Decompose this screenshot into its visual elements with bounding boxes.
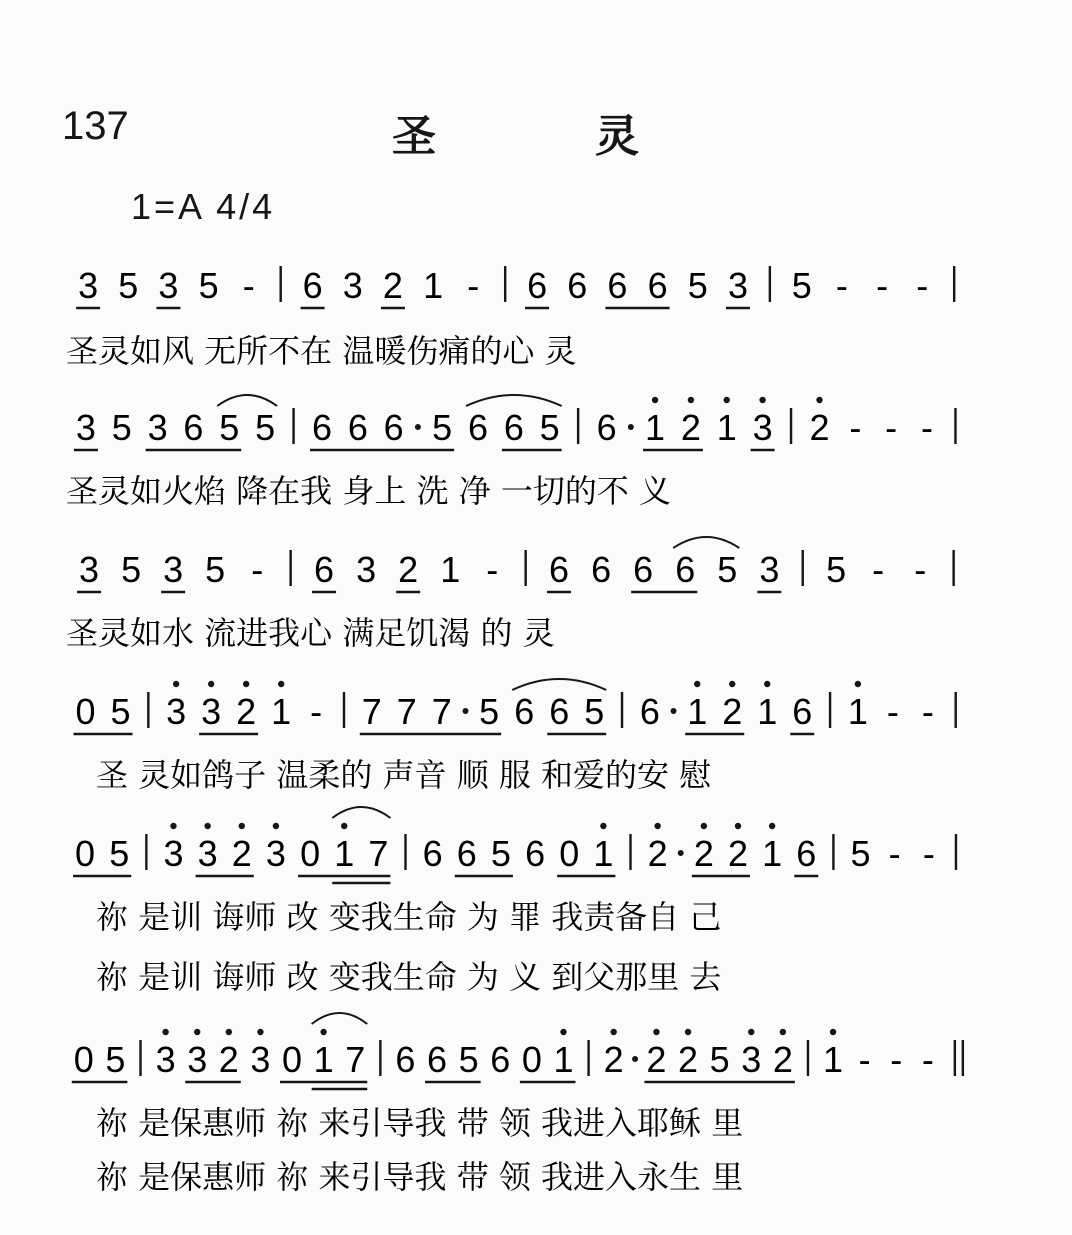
note-digit: 1: [271, 691, 292, 732]
slur-arc: [512, 679, 606, 690]
octave-dot: [759, 397, 765, 403]
note-digit: 5: [110, 691, 131, 732]
octave-dot: [729, 681, 735, 687]
octave-dot: [652, 397, 658, 403]
octave-dot: [257, 1029, 263, 1035]
note-digit: 6: [395, 1039, 416, 1080]
note-digit: 6: [427, 1039, 448, 1080]
note-digit: 2: [646, 1039, 667, 1080]
note-digit: 3: [75, 407, 96, 448]
note-digit: 7: [431, 691, 452, 732]
octave-dot: [600, 823, 606, 829]
note-digit: 3: [741, 1039, 762, 1080]
note-digit: 0: [521, 1039, 542, 1080]
lyric-line: 圣灵如水 流进我心 满足饥渴 的 灵: [66, 614, 555, 652]
note-digit: 5: [584, 691, 605, 732]
note-digit: 6: [302, 265, 323, 306]
slur-arc: [217, 395, 277, 406]
note-digit: 2: [809, 407, 830, 448]
note-digit: 1: [716, 407, 737, 448]
note-digit: 2: [727, 833, 748, 874]
dash-note: -: [849, 407, 862, 448]
note-digit: 3: [197, 833, 218, 874]
lyric-line: 祢 是训 诲师 改 变我生命 为 义 到父那里 去: [96, 958, 722, 996]
note-digit: 2: [398, 549, 419, 590]
octave-dot: [780, 1029, 786, 1035]
octave-dot: [320, 1029, 326, 1035]
dash-note: -: [251, 549, 264, 590]
octave-dot: [208, 681, 214, 687]
note-digit: 2: [772, 1039, 793, 1080]
note-digit: 3: [163, 833, 184, 874]
note-digit: 3: [752, 407, 773, 448]
note-digit: 6: [567, 265, 588, 306]
note-digit: 6: [311, 407, 333, 448]
note-digit: 1: [687, 691, 708, 732]
note-digit: 5: [255, 407, 276, 448]
note-digit: 6: [596, 407, 617, 448]
note-digit: 2: [218, 1039, 239, 1080]
note-digit: 5: [539, 407, 560, 448]
note-digit: 0: [75, 691, 96, 732]
note-digit: 6: [383, 407, 404, 448]
note-digit: 5: [121, 549, 142, 590]
note-digit: 2: [722, 691, 743, 732]
octave-dot: [653, 1029, 659, 1035]
dash-note: -: [242, 265, 255, 306]
octave-dot: [816, 397, 822, 403]
note-digit: 5: [687, 265, 708, 306]
octave-dot: [701, 823, 707, 829]
note-digit: 2: [603, 1039, 624, 1080]
dash-note: -: [921, 407, 934, 448]
note-digit: 2: [693, 833, 714, 874]
note-digit: 7: [361, 691, 382, 732]
octave-dot: [341, 823, 347, 829]
note-digit: 3: [155, 1039, 176, 1080]
octave-dot: [769, 823, 775, 829]
note-digit: 6: [456, 833, 477, 874]
lyric-line: 祢 是保惠师 祢 来引导我 带 领 我进入耶稣 里: [96, 1104, 744, 1142]
note-digit: 5: [432, 407, 453, 448]
note-digit: 6: [314, 549, 335, 590]
note-digit: 1: [313, 1039, 334, 1080]
note-digit: 3: [166, 691, 187, 732]
lyric-line: 圣灵如火焰 降在我 身上 洗 净 一切的不 义: [66, 472, 672, 510]
note-digit: 1: [762, 833, 783, 874]
dash-note: -: [876, 265, 889, 306]
octave-dot: [724, 397, 730, 403]
octave-dot: [194, 1029, 200, 1035]
augmentation-dot: [628, 424, 634, 430]
slur-arc: [312, 1013, 368, 1024]
note-digit: 6: [422, 833, 443, 874]
note-digit: 5: [826, 549, 847, 590]
note-digit: 3: [201, 691, 222, 732]
note-digit: 6: [503, 407, 524, 448]
octave-dot: [273, 823, 279, 829]
octave-dot: [560, 1029, 566, 1035]
note-digit: 5: [479, 691, 500, 732]
note-digit: 6: [675, 549, 696, 590]
dash-note: -: [914, 549, 927, 590]
octave-dot: [204, 823, 210, 829]
note-digit: 1: [423, 265, 444, 306]
dash-note: -: [888, 833, 901, 874]
note-digit: 3: [163, 549, 184, 590]
augmentation-dot: [678, 850, 684, 856]
note-digit: 3: [356, 549, 377, 590]
title-char-2: 灵: [595, 111, 639, 162]
octave-dot: [173, 681, 179, 687]
lyric-line: 圣灵如风 无所不在 温暖伤痛的心 灵: [66, 332, 577, 370]
note-digit: 5: [791, 265, 812, 306]
note-digit: 2: [678, 1039, 699, 1080]
dash-note: -: [921, 1039, 934, 1080]
note-digit: 2: [647, 833, 668, 874]
octave-dot: [278, 681, 284, 687]
note-digit: 6: [639, 691, 660, 732]
octave-dot: [162, 1029, 168, 1035]
dash-note: -: [885, 407, 898, 448]
octave-dot: [610, 1029, 616, 1035]
note-digit: 1: [440, 549, 461, 590]
note-digit: 5: [111, 407, 132, 448]
slur-arc: [673, 537, 739, 548]
note-digit: 5: [105, 1039, 126, 1080]
note-digit: 3: [250, 1039, 271, 1080]
note-digit: 5: [205, 549, 226, 590]
dash-note: -: [922, 833, 935, 874]
note-digit: 5: [458, 1039, 479, 1080]
note-digit: 0: [73, 1039, 94, 1080]
note-digit: 3: [342, 265, 363, 306]
octave-dot: [694, 681, 700, 687]
note-digit: 0: [75, 833, 96, 874]
hymn-number: 137: [62, 104, 129, 148]
note-digit: 1: [757, 691, 778, 732]
note-digit: 1: [553, 1039, 574, 1080]
note-digit: 0: [300, 833, 321, 874]
lyric-line: 祢 是保惠师 祢 来引导我 带 领 我进入永生 里: [96, 1158, 744, 1196]
augmentation-dot: [415, 424, 421, 430]
note-digit: 7: [368, 833, 389, 874]
octave-dot: [685, 1029, 691, 1035]
note-digit: 6: [490, 1039, 511, 1080]
note-digit: 6: [792, 691, 813, 732]
note-digit: 6: [525, 833, 546, 874]
note-digit: 5: [109, 833, 130, 874]
key-signature: 1=A 4/4: [131, 186, 276, 227]
title-char-1: 圣: [392, 111, 436, 162]
octave-dot: [688, 397, 694, 403]
note-digit: 3: [79, 549, 100, 590]
augmentation-dot: [671, 708, 677, 714]
note-digit: 2: [382, 265, 403, 306]
note-digit: 6: [527, 265, 548, 306]
dash-note: -: [872, 549, 885, 590]
augmentation-dot: [463, 708, 469, 714]
note-digit: 1: [823, 1039, 844, 1080]
note-digit: 3: [759, 549, 780, 590]
note-digit: 3: [78, 265, 99, 306]
octave-dot: [830, 1029, 836, 1035]
note-digit: 5: [717, 549, 738, 590]
lyric-line: 圣 灵如鸽子 温柔的 声音 顺 服 和爱的安 慰: [96, 756, 712, 794]
note-digit: 1: [645, 407, 666, 448]
note-digit: 1: [593, 833, 614, 874]
dash-note: -: [835, 265, 848, 306]
octave-dot: [855, 681, 861, 687]
dash-note: -: [890, 1039, 903, 1080]
note-digit: 3: [147, 407, 168, 448]
octave-dot: [243, 681, 249, 687]
note-digit: 6: [183, 407, 204, 448]
note-digit: 5: [219, 407, 240, 448]
dash-note: -: [916, 265, 929, 306]
note-digit: 5: [198, 265, 219, 306]
slur-arc: [332, 807, 390, 818]
note-digit: 2: [231, 833, 252, 874]
octave-dot: [654, 823, 660, 829]
note-digit: 6: [647, 265, 668, 306]
dash-note: -: [858, 1039, 871, 1080]
note-digit: 0: [282, 1039, 303, 1080]
dash-note: -: [921, 691, 934, 732]
note-digit: 6: [633, 549, 654, 590]
note-digit: 7: [345, 1039, 366, 1080]
note-digit: 6: [607, 265, 628, 306]
note-digit: 3: [158, 265, 179, 306]
dash-note: -: [486, 549, 499, 590]
octave-dot: [170, 823, 176, 829]
note-digit: 6: [514, 691, 535, 732]
note-digit: 6: [467, 407, 489, 448]
augmentation-dot: [632, 1056, 638, 1062]
note-digit: 6: [591, 549, 612, 590]
note-digit: 6: [347, 407, 368, 448]
dash-note: -: [886, 691, 899, 732]
note-digit: 2: [236, 691, 257, 732]
note-digit: 5: [850, 833, 871, 874]
octave-dot: [735, 823, 741, 829]
note-digit: 1: [334, 833, 355, 874]
octave-dot: [764, 681, 770, 687]
dash-note: -: [467, 265, 480, 306]
note-digit: 2: [680, 407, 701, 448]
note-digit: 6: [796, 833, 817, 874]
slur-arc: [466, 395, 562, 406]
note-digit: 5: [709, 1039, 730, 1080]
note-digit: 5: [118, 265, 139, 306]
octave-dot: [239, 823, 245, 829]
note-digit: 5: [490, 833, 511, 874]
note-digit: 3: [727, 265, 748, 306]
note-digit: 1: [847, 691, 868, 732]
note-digit: 6: [549, 691, 570, 732]
note-digit: 3: [187, 1039, 208, 1080]
octave-dot: [748, 1029, 754, 1035]
lyric-line: 祢 是训 诲师 改 变我生命 为 罪 我责备自 己: [96, 898, 722, 936]
note-digit: 3: [265, 833, 286, 874]
octave-dot: [226, 1029, 232, 1035]
note-digit: 7: [396, 691, 417, 732]
note-digit: 6: [549, 549, 570, 590]
dash-note: -: [310, 691, 323, 732]
note-digit: 0: [559, 833, 580, 874]
